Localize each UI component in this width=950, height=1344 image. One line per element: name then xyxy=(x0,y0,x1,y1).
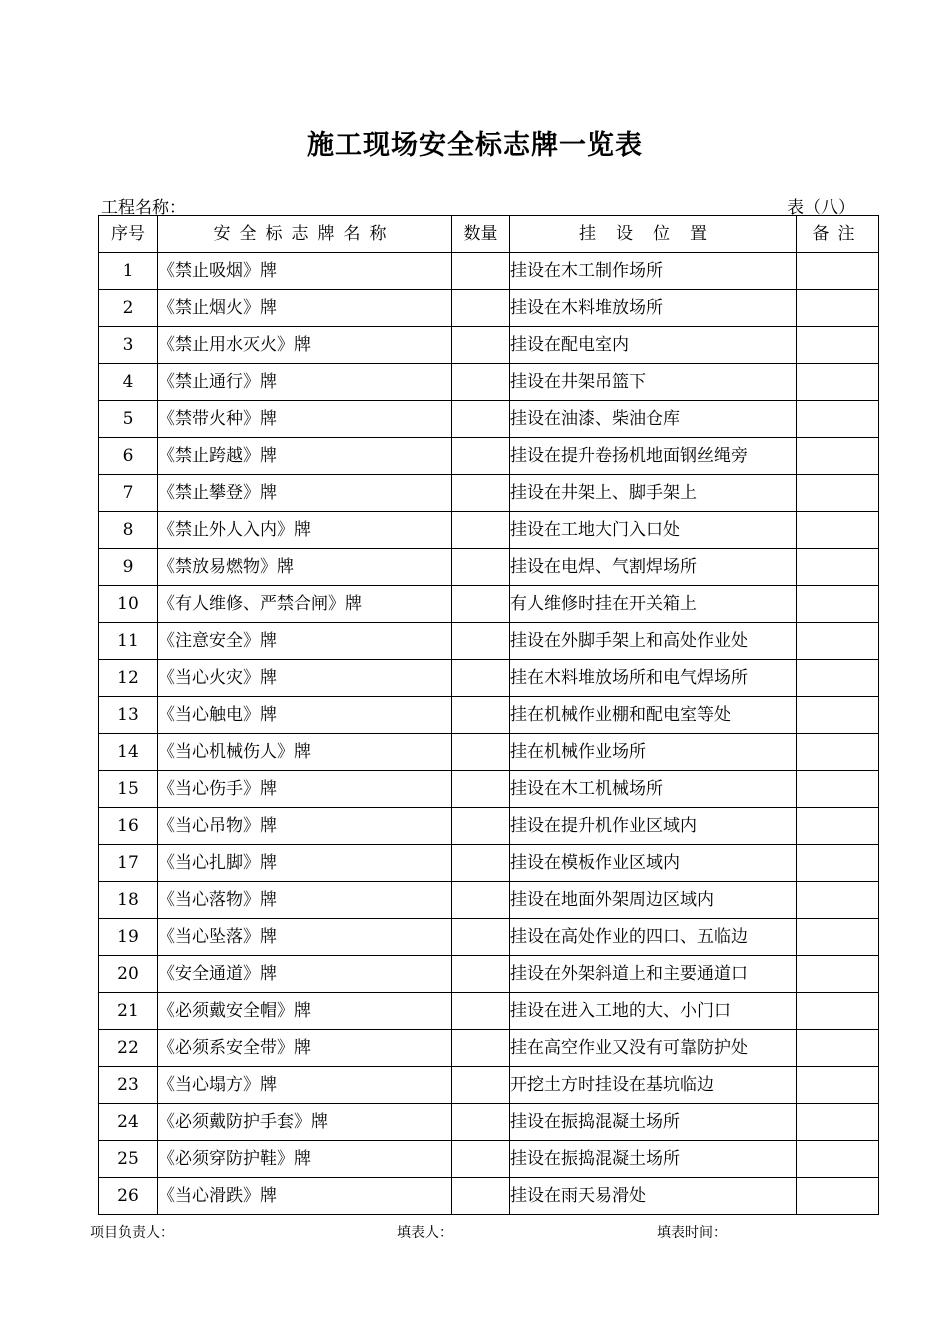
cell-location: 挂设在油漆、柴油仓库 xyxy=(510,401,797,438)
cell-location: 挂设在进入工地的大、小门口 xyxy=(510,993,797,1030)
table-row xyxy=(99,438,879,475)
cell-location: 开挖土方时挂设在基坑临边 xyxy=(510,1067,797,1104)
cell-quantity xyxy=(452,290,510,327)
cell-note xyxy=(797,993,879,1030)
cell-index: 4 xyxy=(99,364,158,401)
table-row xyxy=(99,956,879,993)
cell-sign-name: 《必须戴防护手套》牌 xyxy=(158,1104,452,1141)
cell-note xyxy=(797,438,879,475)
cell-quantity xyxy=(452,993,510,1030)
cell-location: 挂设在电焊、气割焊场所 xyxy=(510,549,797,586)
table-row xyxy=(99,697,879,734)
cell-sign-name: 《禁止吸烟》牌 xyxy=(158,253,452,290)
filler-label: 填表人： xyxy=(397,1225,453,1241)
cell-location: 挂在木料堆放场所和电气焊场所 xyxy=(510,660,797,697)
cell-note xyxy=(797,1141,879,1178)
cell-sign-name: 《当心触电》牌 xyxy=(158,697,452,734)
cell-index: 21 xyxy=(99,993,158,1030)
cell-index: 12 xyxy=(99,660,158,697)
cell-quantity xyxy=(452,586,510,623)
table-row xyxy=(99,660,879,697)
cell-sign-name: 《必须戴安全帽》牌 xyxy=(158,993,452,1030)
cell-index: 24 xyxy=(99,1104,158,1141)
cell-note xyxy=(797,1178,879,1215)
cell-index: 6 xyxy=(99,438,158,475)
cell-quantity xyxy=(452,1178,510,1215)
cell-sign-name: 《禁止跨越》牌 xyxy=(158,438,452,475)
cell-location: 有人维修时挂在开关箱上 xyxy=(510,586,797,623)
table-row xyxy=(99,1141,879,1178)
cell-index: 18 xyxy=(99,882,158,919)
cell-sign-name: 《禁止攀登》牌 xyxy=(158,475,452,512)
cell-note xyxy=(797,956,879,993)
cell-location: 挂在机械作业棚和配电室等处 xyxy=(510,697,797,734)
cell-sign-name: 《禁带火种》牌 xyxy=(158,401,452,438)
cell-note xyxy=(797,623,879,660)
cell-sign-name: 《当心落物》牌 xyxy=(158,882,452,919)
table-row xyxy=(99,1104,879,1141)
cell-quantity xyxy=(452,401,510,438)
cell-sign-name: 《有人维修、严禁合闸》牌 xyxy=(158,586,452,623)
table-row xyxy=(99,475,879,512)
col-header-quantity: 数量 xyxy=(452,216,510,253)
cell-note xyxy=(797,327,879,364)
cell-quantity xyxy=(452,1067,510,1104)
table-row xyxy=(99,623,879,660)
table-row xyxy=(99,586,879,623)
cell-sign-name: 《当心火灾》牌 xyxy=(158,660,452,697)
page-title: 施工现场安全标志牌一览表 xyxy=(307,130,643,161)
cell-quantity xyxy=(452,549,510,586)
cell-location: 挂设在井架上、脚手架上 xyxy=(510,475,797,512)
cell-location: 挂设在雨天易滑处 xyxy=(510,1178,797,1215)
col-header-name: 安全标志牌名称 xyxy=(158,216,452,253)
table-row xyxy=(99,993,879,1030)
table-row xyxy=(99,364,879,401)
cell-index: 5 xyxy=(99,401,158,438)
cell-quantity xyxy=(452,253,510,290)
project-name-label: 工程名称： xyxy=(101,198,186,218)
cell-sign-name: 《禁止通行》牌 xyxy=(158,364,452,401)
cell-location: 挂设在提升卷扬机地面钢丝绳旁 xyxy=(510,438,797,475)
cell-quantity xyxy=(452,697,510,734)
cell-note xyxy=(797,253,879,290)
cell-note xyxy=(797,882,879,919)
cell-note xyxy=(797,845,879,882)
cell-index: 13 xyxy=(99,697,158,734)
cell-location: 挂在高空作业又没有可靠防护处 xyxy=(510,1030,797,1067)
col-header-index: 序号 xyxy=(99,216,158,253)
manager-label: 项目负责人： xyxy=(90,1225,174,1241)
cell-index: 10 xyxy=(99,586,158,623)
cell-sign-name: 《必须系安全带》牌 xyxy=(158,1030,452,1067)
cell-index: 26 xyxy=(99,1178,158,1215)
cell-note xyxy=(797,919,879,956)
cell-sign-name: 《当心扎脚》牌 xyxy=(158,845,452,882)
table-row xyxy=(99,327,879,364)
table-row xyxy=(99,771,879,808)
cell-location: 挂设在外架斜道上和主要通道口 xyxy=(510,956,797,993)
cell-note xyxy=(797,475,879,512)
cell-quantity xyxy=(452,475,510,512)
cell-note xyxy=(797,1030,879,1067)
cell-location: 挂设在木工制作场所 xyxy=(510,253,797,290)
cell-location: 挂设在地面外架周边区域内 xyxy=(510,882,797,919)
cell-location: 挂在机械作业场所 xyxy=(510,734,797,771)
table-row xyxy=(99,845,879,882)
cell-index: 25 xyxy=(99,1141,158,1178)
cell-index: 7 xyxy=(99,475,158,512)
cell-quantity xyxy=(452,1141,510,1178)
cell-sign-name: 《禁止外人入内》牌 xyxy=(158,512,452,549)
cell-quantity xyxy=(452,734,510,771)
cell-index: 20 xyxy=(99,956,158,993)
cell-sign-name: 《安全通道》牌 xyxy=(158,956,452,993)
cell-quantity xyxy=(452,771,510,808)
cell-index: 16 xyxy=(99,808,158,845)
cell-sign-name: 《当心坠落》牌 xyxy=(158,919,452,956)
table-row xyxy=(99,1067,879,1104)
cell-index: 17 xyxy=(99,845,158,882)
table-row xyxy=(99,253,879,290)
cell-note xyxy=(797,512,879,549)
cell-index: 9 xyxy=(99,549,158,586)
cell-location: 挂设在模板作业区域内 xyxy=(510,845,797,882)
cell-index: 15 xyxy=(99,771,158,808)
cell-index: 11 xyxy=(99,623,158,660)
cell-sign-name: 《禁止烟火》牌 xyxy=(158,290,452,327)
cell-quantity xyxy=(452,845,510,882)
cell-sign-name: 《当心机械伤人》牌 xyxy=(158,734,452,771)
cell-quantity xyxy=(452,808,510,845)
cell-sign-name: 《禁止用水灭火》牌 xyxy=(158,327,452,364)
cell-index: 3 xyxy=(99,327,158,364)
table-row xyxy=(99,290,879,327)
cell-index: 23 xyxy=(99,1067,158,1104)
table-row xyxy=(99,734,879,771)
cell-note xyxy=(797,660,879,697)
cell-sign-name: 《必须穿防护鞋》牌 xyxy=(158,1141,452,1178)
cell-location: 挂设在外脚手架上和高处作业处 xyxy=(510,623,797,660)
cell-location: 挂设在提升机作业区域内 xyxy=(510,808,797,845)
cell-note xyxy=(797,1067,879,1104)
cell-note xyxy=(797,697,879,734)
cell-quantity xyxy=(452,882,510,919)
cell-quantity xyxy=(452,956,510,993)
table-body xyxy=(99,253,879,1215)
cell-index: 1 xyxy=(99,253,158,290)
cell-sign-name: 《当心塌方》牌 xyxy=(158,1067,452,1104)
cell-quantity xyxy=(452,623,510,660)
col-header-location: 挂设位置 xyxy=(510,216,797,253)
cell-note xyxy=(797,401,879,438)
cell-note xyxy=(797,771,879,808)
cell-note xyxy=(797,364,879,401)
table-row xyxy=(99,808,879,845)
cell-note xyxy=(797,1104,879,1141)
table-row xyxy=(99,549,879,586)
table-row xyxy=(99,401,879,438)
cell-sign-name: 《注意安全》牌 xyxy=(158,623,452,660)
cell-index: 8 xyxy=(99,512,158,549)
cell-sign-name: 《当心滑跌》牌 xyxy=(158,1178,452,1215)
table-header-row xyxy=(99,216,879,253)
cell-note xyxy=(797,549,879,586)
cell-quantity xyxy=(452,364,510,401)
cell-note xyxy=(797,734,879,771)
cell-location: 挂设在高处作业的四口、五临边 xyxy=(510,919,797,956)
cell-note xyxy=(797,586,879,623)
fill-time-label: 填表时间： xyxy=(657,1225,727,1241)
cell-quantity xyxy=(452,1104,510,1141)
table-row xyxy=(99,512,879,549)
cell-location: 挂设在木工机械场所 xyxy=(510,771,797,808)
col-header-note: 备注 xyxy=(797,216,879,253)
cell-location: 挂设在工地大门入口处 xyxy=(510,512,797,549)
safety-sign-table xyxy=(98,215,879,1215)
cell-location: 挂设在振捣混凝土场所 xyxy=(510,1141,797,1178)
cell-sign-name: 《禁放易燃物》牌 xyxy=(158,549,452,586)
cell-quantity xyxy=(452,919,510,956)
table-row xyxy=(99,919,879,956)
cell-note xyxy=(797,290,879,327)
cell-quantity xyxy=(452,512,510,549)
table-code: 表（八） xyxy=(787,198,855,218)
cell-index: 2 xyxy=(99,290,158,327)
cell-index: 22 xyxy=(99,1030,158,1067)
table-row xyxy=(99,1030,879,1067)
cell-location: 挂设在振捣混凝土场所 xyxy=(510,1104,797,1141)
cell-location: 挂设在井架吊篮下 xyxy=(510,364,797,401)
table-row xyxy=(99,1178,879,1215)
cell-quantity xyxy=(452,1030,510,1067)
cell-location: 挂设在配电室内 xyxy=(510,327,797,364)
cell-index: 19 xyxy=(99,919,158,956)
cell-index: 14 xyxy=(99,734,158,771)
cell-sign-name: 《当心吊物》牌 xyxy=(158,808,452,845)
cell-quantity xyxy=(452,327,510,364)
cell-note xyxy=(797,808,879,845)
cell-location: 挂设在木料堆放场所 xyxy=(510,290,797,327)
table-row xyxy=(99,882,879,919)
cell-quantity xyxy=(452,438,510,475)
cell-quantity xyxy=(452,660,510,697)
cell-sign-name: 《当心伤手》牌 xyxy=(158,771,452,808)
